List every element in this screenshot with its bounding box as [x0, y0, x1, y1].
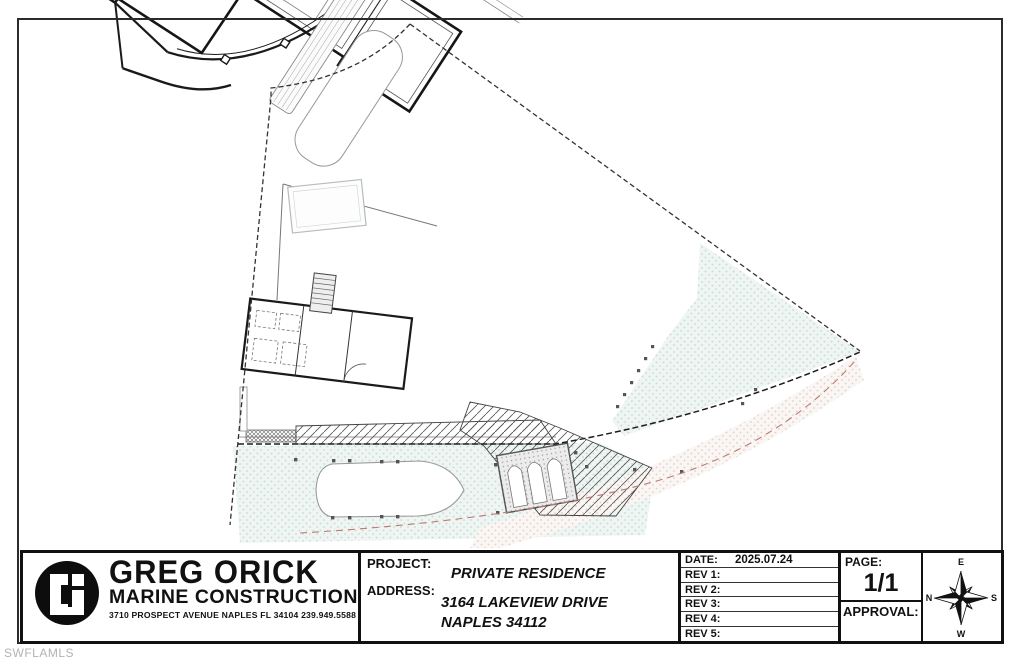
date-rev-cell [681, 553, 841, 641]
rev5-label: REV 5: [685, 628, 721, 641]
rev2-label: REV 2: [685, 583, 721, 596]
address-value-line1: 3164 LAKEVIEW DRIVE [441, 594, 608, 611]
rev4-label: REV 4: [685, 613, 721, 626]
page-label: PAGE: [845, 555, 883, 569]
project-value: PRIVATE RESIDENCE [451, 565, 606, 582]
title-block [20, 550, 1004, 644]
retaining-wall [240, 387, 247, 431]
company-logo-cell [23, 553, 361, 641]
company-name: GREG ORICK [109, 553, 319, 591]
page-value: 1/1 [863, 569, 899, 597]
date-value: 2025.07.24 [735, 553, 793, 566]
compass-west-label: W [956, 629, 966, 639]
date-label: DATE: [685, 553, 718, 566]
compass-cell [923, 553, 1001, 641]
project-label: PROJECT: [367, 556, 432, 571]
watermark: SWFLAMLS [4, 646, 75, 660]
main-house [0, 0, 523, 236]
compass-rose-icon [923, 553, 999, 641]
rev-row-4 [681, 612, 838, 627]
company-subtitle: MARINE CONSTRUCTION [109, 586, 358, 608]
seawall-cap [246, 430, 296, 442]
rev-row-3 [681, 597, 838, 612]
address-label: ADDRESS: [367, 583, 435, 598]
rev3-label: REV 3: [685, 598, 721, 611]
boat-hull [316, 461, 464, 517]
project-info-cell [361, 553, 681, 641]
compass-south-label: S [990, 593, 998, 603]
rev-row-1 [681, 568, 838, 583]
company-address: 3710 PROSPECT AVENUE NAPLES FL 34104 239.949.5588 [109, 610, 357, 620]
approval-label: APPROVAL: [843, 604, 919, 619]
divider [841, 600, 921, 602]
rev-row-2 [681, 583, 838, 598]
rev-row-5 [681, 627, 838, 641]
page-approval-cell [841, 553, 923, 641]
address-value-line2: NAPLES 34112 [441, 614, 547, 631]
company-name-block [109, 553, 358, 620]
date-row [681, 553, 838, 568]
compass-north-label: N [925, 593, 933, 603]
company-logo-icon [33, 559, 101, 627]
exterior-stair [310, 273, 336, 313]
compass-east-label: E [957, 557, 965, 567]
pool-terrace [277, 179, 437, 300]
rev1-label: REV 1: [685, 568, 721, 581]
